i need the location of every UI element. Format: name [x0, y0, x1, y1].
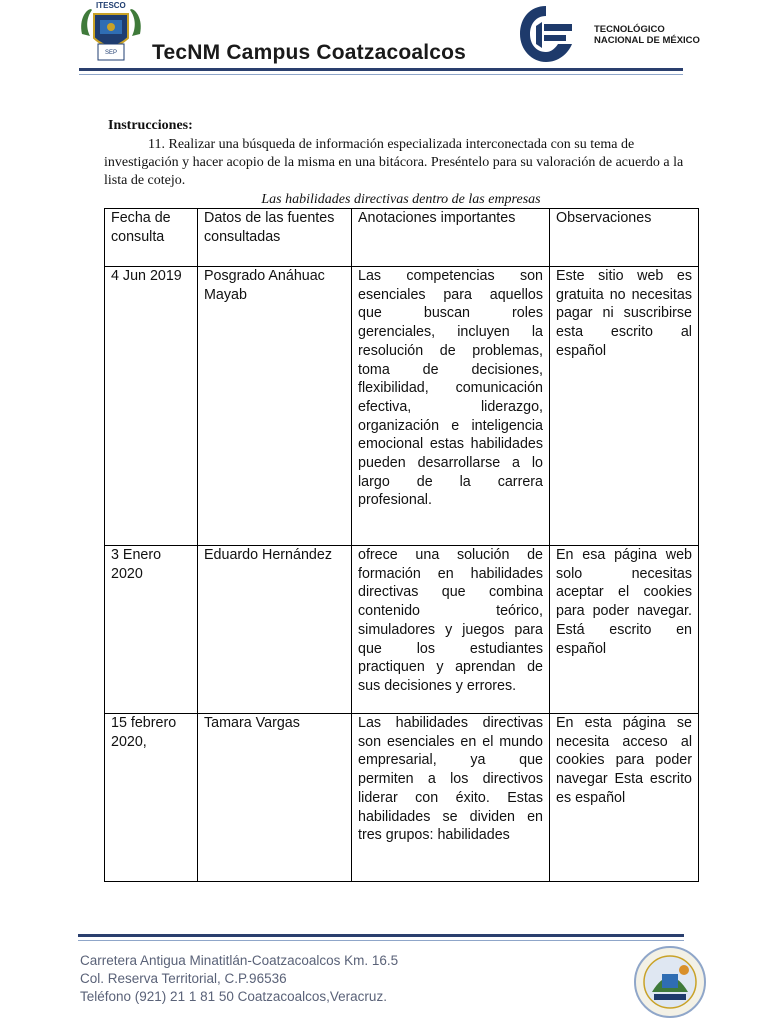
- table-caption: Las habilidades directivas dentro de las empresas: [261, 192, 541, 207]
- header-divider: [79, 68, 683, 71]
- table-row: [105, 714, 699, 882]
- cell-datos: Tamara Vargas: [198, 714, 352, 882]
- itesco-logo: [78, 1, 144, 66]
- footer-address-line1: Carretera Antigua Minatitlán-Coatzacoalcos Km. 16.5: [80, 953, 399, 968]
- header-observaciones: Observaciones: [550, 209, 699, 267]
- header-datos: Datos de las fuentes consultadas: [198, 209, 352, 267]
- footer-divider: [78, 934, 684, 937]
- sources-table: [104, 208, 699, 882]
- tecnm-name-line1: TECNOLÓGICO: [594, 24, 665, 35]
- cell-observaciones: En esa página web solo necesitas aceptar el cookies para poder navegar. Está escrito en español: [550, 546, 699, 714]
- tecnm-logo-icon: [518, 4, 574, 64]
- header-divider-thin: [79, 74, 683, 75]
- table-row: [105, 546, 699, 714]
- footer-address-line2: Col. Reserva Territorial, C.P.96536: [80, 971, 287, 986]
- cell-anotaciones: Las habilidades directivas son esenciales en el mundo empresarial, ya que permiten a los directivos liderar con éxito. Estas habilidades se dividen en tres grupos: habilidades: [352, 714, 550, 882]
- cell-fecha: 4 Jun 2019: [105, 267, 198, 546]
- table-row: [105, 267, 699, 546]
- cell-fecha: 3 Enero 2020: [105, 546, 198, 714]
- footer-address-line3: Teléfono (921) 21 1 81 50 Coatzacoalcos,Veracruz.: [80, 989, 387, 1004]
- table-header-row: [105, 209, 699, 267]
- itesco-logo-text: ITESCO: [96, 1, 126, 10]
- svg-text:SEP: SEP: [104, 50, 118, 56]
- tecnm-name: [594, 24, 700, 46]
- instructions-heading: Instrucciones:: [108, 118, 193, 133]
- instructions-body: 11. Realizar una búsqueda de información especializada interconectada con su tema de investigación y hacer acopio de la misma en una bitácora. Preséntelo para su valoración de acuerdo a la lista de cotejo.: [104, 137, 684, 188]
- cell-anotaciones: ofrece una solución de formación en habilidades directivas que combina contenido teórico, simuladores y juegos para que los estudiantes practiquen y aprendan de sus decisiones y errores.: [352, 546, 550, 714]
- cell-observaciones: En esta página se necesita acceso al cookies para poder navegar Esta escrito es español: [550, 714, 699, 882]
- footer-divider-thin: [78, 940, 684, 941]
- cell-datos: Eduardo Hernández: [198, 546, 352, 714]
- campus-title: TecNM Campus Coatzacoalcos: [152, 41, 467, 64]
- footer-address: [80, 952, 398, 1006]
- cell-datos: Posgrado Anáhuac Mayab: [198, 267, 352, 546]
- tecnm-name-line2: NACIONAL DE MÉXICO: [594, 35, 700, 46]
- cell-anotaciones: Las competencias son esenciales para aquellos que buscan roles gerenciales, incluyen la resolución de problemas, toma de decisiones, flexibilidad, comunicación efectiva, liderazgo, organización e inteligencia emocional estas habilidades pueden desarrollarse a lo largo de la carrera profesional.: [352, 267, 550, 546]
- header-anotaciones: Anotaciones importantes: [352, 209, 550, 267]
- footer-seal-icon: [632, 944, 708, 1020]
- cell-fecha: 15 febrero 2020,: [105, 714, 198, 882]
- cell-observaciones: Este sitio web es gratuita no necesitas pagar ni suscribirse esta escrito al español: [550, 267, 699, 546]
- header-fecha: Fecha de consulta: [105, 209, 198, 267]
